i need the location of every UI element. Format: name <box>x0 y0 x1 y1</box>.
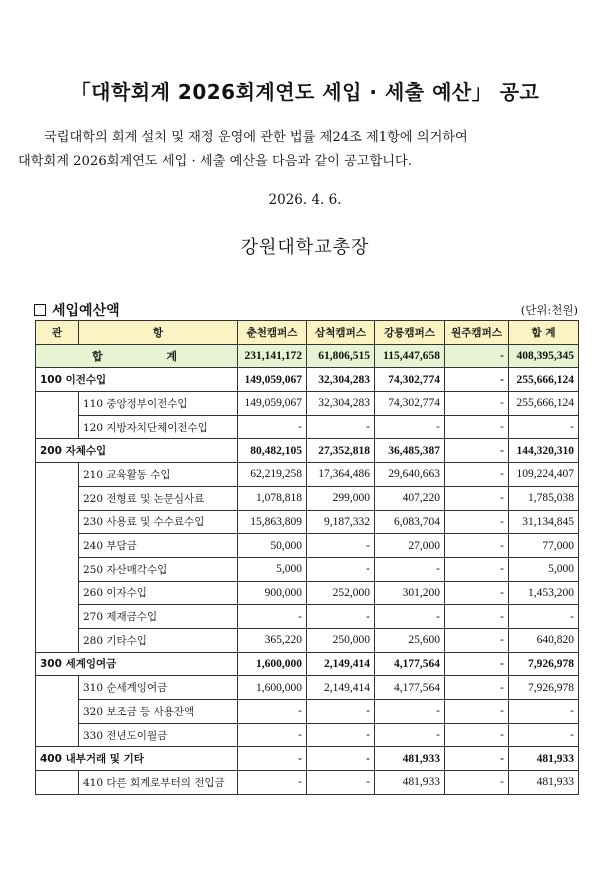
item-value: 50,000 <box>238 534 307 558</box>
item-value: 149,059,067 <box>238 392 307 416</box>
group-value: - <box>445 747 509 771</box>
item-value: - <box>375 557 445 581</box>
total-label: 합 계 <box>36 344 238 368</box>
total-value: 61,806,515 <box>307 344 375 368</box>
signer: 강원대학교총장 <box>240 237 370 258</box>
header-wonju: 원주캠퍼스 <box>445 321 509 345</box>
item-value: - <box>445 415 509 439</box>
total-row <box>36 344 579 368</box>
item-value: 32,304,283 <box>307 392 375 416</box>
item-value: 407,220 <box>375 486 445 510</box>
group-row <box>36 368 579 392</box>
item-value: 640,820 <box>509 628 579 652</box>
table-row <box>36 628 579 652</box>
gwan-spacer-cell <box>36 534 79 558</box>
group-value: 149,059,067 <box>238 368 307 392</box>
group-label: 200 자체수입 <box>36 439 238 463</box>
item-value: 31,134,845 <box>509 510 579 534</box>
group-label: 100 이전수입 <box>36 368 238 392</box>
item-value: - <box>445 771 509 795</box>
table-row <box>36 510 579 534</box>
item-label: 330 전년도이월금 <box>79 723 238 747</box>
item-value: 1,078,818 <box>238 486 307 510</box>
section-heading <box>34 300 120 320</box>
item-value: 7,926,978 <box>509 676 579 700</box>
notice-body <box>18 126 598 174</box>
group-value: 481,933 <box>375 747 445 771</box>
item-label: 220 전형료 및 논문심사료 <box>79 486 238 510</box>
item-value: - <box>509 700 579 724</box>
item-label: 310 순세계잉여금 <box>79 676 238 700</box>
gwan-spacer-cell <box>36 463 79 487</box>
item-value: 25,600 <box>375 628 445 652</box>
table-row <box>36 463 579 487</box>
item-value: - <box>375 700 445 724</box>
item-value: 481,933 <box>375 771 445 795</box>
table-row <box>36 581 579 605</box>
group-value: 36,485,387 <box>375 439 445 463</box>
item-value: 255,666,124 <box>509 392 579 416</box>
item-label: 280 기타수입 <box>79 628 238 652</box>
item-value: - <box>375 723 445 747</box>
header-gangneung: 강릉캠퍼스 <box>375 321 445 345</box>
item-value: 9,187,332 <box>307 510 375 534</box>
gwan-spacer-cell <box>36 628 79 652</box>
table-row <box>36 557 579 581</box>
square-bullet-icon <box>34 304 46 316</box>
table-row <box>36 676 579 700</box>
gwan-spacer-cell <box>36 771 79 795</box>
group-value: 27,352,818 <box>307 439 375 463</box>
item-value: 2,149,414 <box>307 676 375 700</box>
gwan-spacer-cell <box>36 581 79 605</box>
body-line-2: 대학회계 2026회계연도 세입 · 세출 예산을 다음과 같이 공고합니다. <box>18 154 412 169</box>
item-value: - <box>375 605 445 629</box>
table-row <box>36 605 579 629</box>
gwan-spacer-cell <box>36 510 79 534</box>
group-value: 481,933 <box>509 747 579 771</box>
item-value: 15,863,809 <box>238 510 307 534</box>
group-value: - <box>238 747 307 771</box>
item-value: - <box>307 534 375 558</box>
item-value: 481,933 <box>509 771 579 795</box>
item-value: - <box>445 628 509 652</box>
item-value: 6,083,704 <box>375 510 445 534</box>
item-value: - <box>238 605 307 629</box>
item-value: 1,600,000 <box>238 676 307 700</box>
group-value: 144,320,310 <box>509 439 579 463</box>
group-value: 74,302,774 <box>375 368 445 392</box>
item-value: - <box>445 392 509 416</box>
gwan-spacer-cell <box>36 557 79 581</box>
group-value: 32,304,283 <box>307 368 375 392</box>
revenue-budget-table <box>35 320 579 795</box>
item-value: 250,000 <box>307 628 375 652</box>
item-value: - <box>445 534 509 558</box>
total-value: 231,141,172 <box>238 344 307 368</box>
item-value: - <box>509 723 579 747</box>
total-value: - <box>445 344 509 368</box>
item-value: - <box>509 415 579 439</box>
item-value: - <box>238 723 307 747</box>
gwan-spacer-cell <box>36 486 79 510</box>
group-value: 1,600,000 <box>238 652 307 676</box>
item-value: 29,640,663 <box>375 463 445 487</box>
item-value: 301,200 <box>375 581 445 605</box>
item-value: - <box>307 723 375 747</box>
table-header-row <box>36 321 579 345</box>
group-label: 400 내부거래 및 기타 <box>36 747 238 771</box>
group-value: 4,177,564 <box>375 652 445 676</box>
group-row <box>36 652 579 676</box>
item-value: 77,000 <box>509 534 579 558</box>
group-value: - <box>445 439 509 463</box>
item-value: 900,000 <box>238 581 307 605</box>
item-value: - <box>445 581 509 605</box>
item-value: - <box>238 700 307 724</box>
group-value: 80,482,105 <box>238 439 307 463</box>
item-value: - <box>509 605 579 629</box>
item-value: - <box>445 605 509 629</box>
notice-title: 「대학회계 2026회계연도 세입 · 세출 예산」 공고 <box>70 80 540 104</box>
header-gwan: 관 <box>36 321 79 345</box>
total-value: 408,395,345 <box>509 344 579 368</box>
table-row <box>36 486 579 510</box>
group-value: - <box>445 652 509 676</box>
table-row <box>36 392 579 416</box>
gwan-spacer-cell <box>36 676 79 700</box>
header-hang: 항 <box>79 321 238 345</box>
group-label: 300 세계잉여금 <box>36 652 238 676</box>
item-value: - <box>307 605 375 629</box>
header-chuncheon: 춘천캠퍼스 <box>238 321 307 345</box>
item-value: 299,000 <box>307 486 375 510</box>
item-value: - <box>445 700 509 724</box>
item-value: 1,453,200 <box>509 581 579 605</box>
item-label: 210 교육활동 수입 <box>79 463 238 487</box>
gwan-spacer-cell <box>36 700 79 724</box>
gwan-spacer-cell <box>36 392 79 416</box>
item-value: 62,219,258 <box>238 463 307 487</box>
group-value: 255,666,124 <box>509 368 579 392</box>
header-total: 합 계 <box>509 321 579 345</box>
item-value: - <box>375 415 445 439</box>
total-value: 115,447,658 <box>375 344 445 368</box>
item-value: - <box>307 700 375 724</box>
item-value: 5,000 <box>509 557 579 581</box>
item-label: 120 지방자치단체이전수입 <box>79 415 238 439</box>
item-label: 410 다른 회계로부터의 전입금 <box>79 771 238 795</box>
item-label: 320 보조금 등 사용잔액 <box>79 700 238 724</box>
item-label: 240 부담금 <box>79 534 238 558</box>
item-value: 365,220 <box>238 628 307 652</box>
item-value: 1,785,038 <box>509 486 579 510</box>
table-row <box>36 415 579 439</box>
item-value: 74,302,774 <box>375 392 445 416</box>
item-value: 27,000 <box>375 534 445 558</box>
gwan-spacer-cell <box>36 415 79 439</box>
item-value: - <box>307 557 375 581</box>
item-value: 109,224,407 <box>509 463 579 487</box>
item-label: 230 사용료 및 수수료수입 <box>79 510 238 534</box>
item-label: 270 제재금수입 <box>79 605 238 629</box>
group-value: 2,149,414 <box>307 652 375 676</box>
item-label: 260 이자수입 <box>79 581 238 605</box>
group-value: 7,926,978 <box>509 652 579 676</box>
item-value: - <box>238 415 307 439</box>
gwan-spacer-cell <box>36 605 79 629</box>
item-value: - <box>307 415 375 439</box>
table-row <box>36 771 579 795</box>
table-row <box>36 700 579 724</box>
group-row <box>36 439 579 463</box>
item-value: - <box>445 676 509 700</box>
header-samcheok: 삼척캠퍼스 <box>307 321 375 345</box>
item-value: 4,177,564 <box>375 676 445 700</box>
item-value: 252,000 <box>307 581 375 605</box>
group-row <box>36 747 579 771</box>
item-value: 17,364,486 <box>307 463 375 487</box>
item-value: - <box>445 510 509 534</box>
table-row <box>36 723 579 747</box>
item-value: - <box>307 771 375 795</box>
item-value: - <box>445 486 509 510</box>
group-value: - <box>307 747 375 771</box>
item-value: - <box>445 463 509 487</box>
section-title: 세입예산액 <box>52 303 120 319</box>
item-value: - <box>445 723 509 747</box>
item-label: 110 중앙정부이전수입 <box>79 392 238 416</box>
item-value: 5,000 <box>238 557 307 581</box>
table-row <box>36 534 579 558</box>
group-value: - <box>445 368 509 392</box>
item-value: - <box>238 771 307 795</box>
item-label: 250 자산매각수입 <box>79 557 238 581</box>
item-value: - <box>445 557 509 581</box>
notice-date: 2026. 4. 6. <box>268 192 342 208</box>
body-line-1: 국립대학의 회계 설치 및 재정 운영에 관한 법률 제24조 제1항에 의거하여 <box>44 130 468 145</box>
gwan-spacer-cell <box>36 723 79 747</box>
unit-label: (단위:천원) <box>520 303 578 317</box>
